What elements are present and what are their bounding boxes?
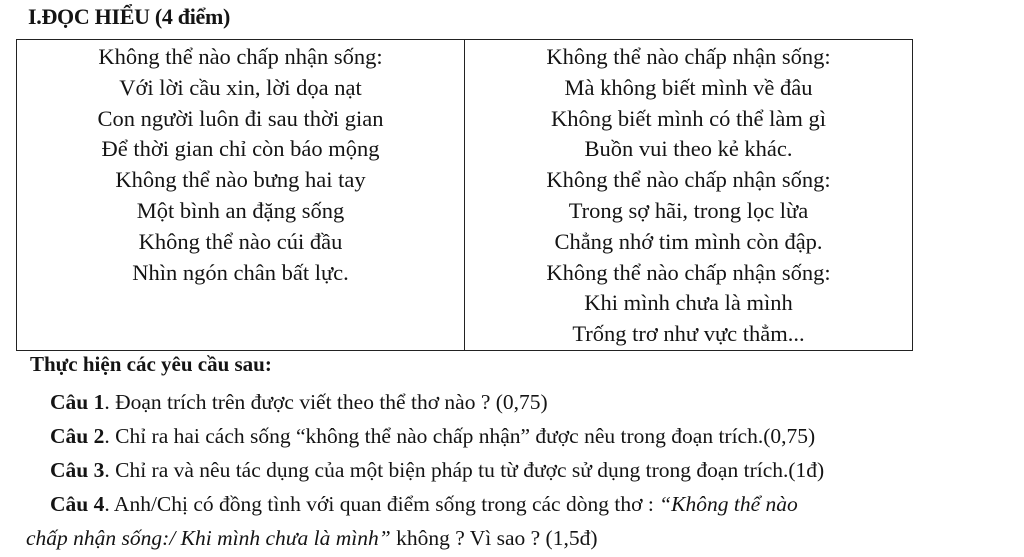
poem-line: Mà không biết mình về đâu [564,74,813,100]
poem-line: Con người luôn đi sau thời gian [97,105,384,131]
poem-line: Không thể nào bưng hai tay [115,167,366,193]
question-1 [50,390,548,415]
poem-line: Không thể nào chấp nhận sống: [546,44,831,69]
poem-table [16,39,913,351]
question-label: Câu 2 [50,424,105,448]
poem-line: Không biết mình có thể làm gì [551,105,826,131]
poem-right-column [465,40,913,351]
question-text: . Đoạn trích trên được viết theo thể thơ nào ? (0,75) [104,390,548,414]
poem-line: Buồn vui theo kẻ khác. [584,136,793,162]
question-text: không ? Vì sao ? (1,5đ) [390,526,598,550]
question-quote: “Không thể nào [659,492,798,516]
question-2 [50,424,815,449]
section-heading: I.ĐỌC HIỂU (4 điểm) [28,4,231,29]
question-4 [50,492,798,517]
question-label: Câu 4 [50,492,105,516]
poem-line: Với lời cầu xin, lời dọa nạt [119,74,362,100]
question-text: . Anh/Chị có đồng tình với quan điểm sống trong các dòng thơ : [104,492,660,516]
poem-line: Không thể nào chấp nhận sống: [546,167,831,193]
poem-line: Không thể nào chấp nhận sống: [546,259,831,285]
poem-line: Trống trơ như vực thẳm... [572,321,805,347]
poem-line: Chẳng nhớ tim mình còn đập. [554,228,823,254]
poem-line: Để thời gian chỉ còn báo mộng [101,136,380,162]
question-label: Câu 3 [50,458,105,482]
poem-line: Khi mình chưa là mình [584,290,793,316]
poem-line: Một bình an đặng sống [136,197,345,223]
poem-line: Nhìn ngón chân bất lực. [132,259,349,285]
question-quote: chấp nhận sống:/ Khi mình chưa là mình” [26,526,391,550]
question-label: Câu 1 [50,390,105,414]
tasks-title: Thực hiện các yêu cầu sau: [30,352,272,376]
poem-line: Không thể nào chấp nhận sống: [98,44,383,69]
question-3 [50,458,824,483]
poem-line: Trong sợ hãi, trong lọc lừa [568,197,809,223]
question-text: . Chỉ ra hai cách sống “không thể nào chấp nhận” được nêu trong đoạn trích.(0,75) [104,424,816,448]
poem-line: Không thể nào cúi đầu [138,228,343,254]
question-4-continued [26,526,598,551]
poem-left-column [17,40,465,351]
question-text: . Chỉ ra và nêu tác dụng của một biện pháp tu từ được sử dụng trong đoạn trích.(1đ) [104,458,825,482]
